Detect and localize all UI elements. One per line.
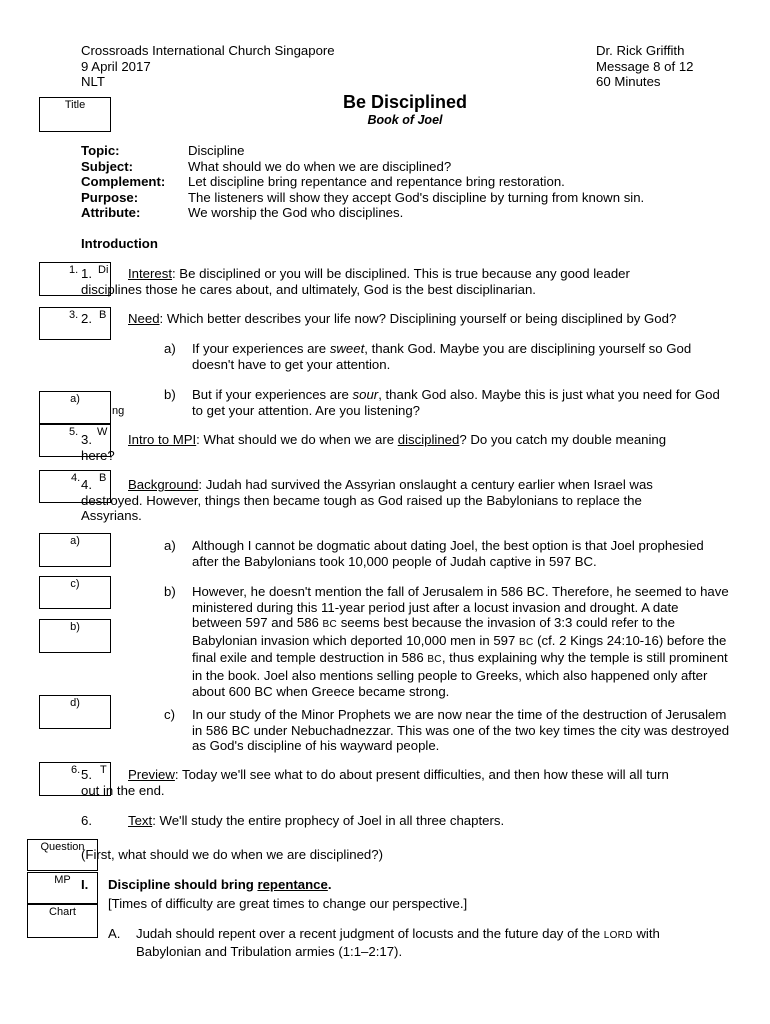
main-point-number: I. <box>81 877 89 892</box>
point-keyword: disciplined <box>397 432 460 447</box>
point-text: : Which better describes your life now? Disciplining yourself or being disciplined by God? <box>159 311 677 326</box>
margin-box-label: Chart <box>49 906 76 918</box>
subpoint-marker: c) <box>164 707 175 722</box>
meta-label-purpose: Purpose: <box>81 189 139 205</box>
margin-box-label: c) <box>70 578 80 590</box>
subpoint-text: , thank God also. Maybe this is just what you need for God to get your attention. Are you listening? <box>192 387 720 418</box>
subpoint-marker: a) <box>164 341 176 356</box>
margin-box-4c <box>39 576 111 609</box>
point-number: 3. <box>81 432 92 447</box>
box-number: 4. <box>71 472 81 484</box>
sermon-title: Be Disciplined <box>342 92 468 112</box>
speaker-name: Dr. Rick Griffith <box>596 43 685 58</box>
main-point-text: Discipline should bring <box>108 877 258 892</box>
point-label: Background <box>128 477 199 492</box>
point-label: Intro to MPI <box>128 432 197 447</box>
point-text: : We'll study the entire prophecy of Joel in all three chapters. <box>152 813 505 828</box>
point-number: 6. <box>81 813 92 828</box>
point-text: : Be disciplined or you will be disciplined. This is true because any good leader <box>171 266 630 281</box>
era-abbrev: BC <box>427 654 442 666</box>
subpoint-text: (cf. 2 Kings 24:10-16) before the final exile and temple destruction in 586 <box>192 632 727 666</box>
margin-box-label: Question <box>40 841 85 853</box>
church-name: Crossroads International Church Singapore <box>81 43 335 58</box>
subpoint-text: In our study of the Minor Prophets we are now near the time of the destruction of Jerusalem in 586 BC under Nebuchadnezzar. This was one of the two key times the city was destroyed as God's discipline of his wayward people. <box>192 707 730 754</box>
margin-box-4d <box>39 695 111 729</box>
margin-box-label: a) <box>70 393 80 405</box>
message-duration: 60 Minutes <box>596 74 661 90</box>
subpoint-text: Although I cannot be dogmatic about dating Joel, the best option is that Joel prophesied after the Babylonians took 10,000 people of Judah captive in 597 BC. <box>192 538 704 569</box>
subpoint-4a <box>164 538 729 569</box>
subpoint-emphasis: sweet <box>329 341 365 356</box>
point-label: Preview <box>128 767 175 782</box>
point-number: 5. <box>81 767 92 782</box>
main-point-keyword: repentance <box>257 877 328 892</box>
point-label: Interest <box>128 266 172 281</box>
subpoint-text: , thank God. Maybe you are disciplining yourself so God doesn't have to get your attention. <box>192 341 692 372</box>
subpoint-text: Judah should repent over a recent judgment of locusts and the future day of the <box>136 926 604 941</box>
meta-value-subject: What should we do when we are disciplined? <box>188 158 452 174</box>
meta-labels <box>81 143 165 221</box>
header-left <box>81 43 335 90</box>
margin-box-4b <box>39 619 111 653</box>
divine-name: LORD <box>603 930 633 941</box>
meta-value-purpose: The listeners will show they accept God's discipline by turning from known sin. <box>188 189 645 205</box>
main-subpoint-a <box>108 926 708 959</box>
box-fragment: B <box>99 472 107 484</box>
era-abbrev: BC <box>322 619 338 631</box>
box-number: 1. <box>69 264 79 276</box>
margin-box-label: b) <box>70 621 80 633</box>
point-text: : Today we'll see what to do about present difficulties, and then how these will all turn <box>174 767 669 782</box>
margin-box-2a <box>39 391 111 424</box>
meta-label-complement: Complement: <box>81 174 166 190</box>
point-text: : Judah had survived the Assyrian onslaught a century earlier when Israel was <box>198 477 653 492</box>
box-number: 5. <box>69 426 79 438</box>
margin-box-label: MP <box>54 874 71 886</box>
margin-box-chart <box>27 904 98 938</box>
point-text-cont: destroyed. However, things then became tough as God raised up the Babylonians to replace the <box>81 492 642 508</box>
subpoint-marker: b) <box>164 387 176 402</box>
subpoint-text: If your experiences are <box>192 341 330 356</box>
subpoint-marker: A. <box>108 926 121 941</box>
margin-box-label: d) <box>70 697 80 709</box>
header-right <box>596 43 694 90</box>
era-abbrev: BC <box>518 636 534 648</box>
point-label: Need <box>128 311 160 326</box>
intro-point-1 <box>81 266 731 297</box>
sermon-book: Book of Joel <box>367 113 443 127</box>
meta-label-topic: Topic: <box>81 143 120 158</box>
intro-point-5 <box>81 767 731 798</box>
bible-version: NLT <box>81 74 105 90</box>
point-text: : What should we do when we are <box>196 432 398 447</box>
box-fragment: Di <box>98 264 109 276</box>
subpoint-text: seems best because the invasion of 3:3 could refer to the Babylonian invasion which deported 10,000 men in 597 <box>192 615 675 648</box>
intro-heading: Introduction <box>81 236 158 251</box>
subpoint-text: However, he doesn't mention the fall of Jerusalem in 586 BC. Therefore, he seemed to have ministered during this 11-year period just after a locust invasion and drought. A date between 597 and 586 <box>192 584 729 631</box>
box-fragment: B <box>99 309 107 321</box>
point-text-cont: disciplines those he cares about, and ultimately, God is the best disciplinarian. <box>81 281 536 297</box>
intro-point-3 <box>81 432 731 463</box>
main-point-text: . <box>327 877 332 892</box>
subpoint-2a <box>164 341 729 372</box>
box-fragment: W <box>97 426 108 438</box>
point-text-cont: here? <box>81 447 115 463</box>
margin-box-label: Title <box>64 99 86 111</box>
subpoint-emphasis: sour <box>352 387 379 402</box>
box-number: 3. <box>69 309 79 321</box>
point-number: 1. <box>81 266 92 281</box>
message-number: Message 8 of 12 <box>596 58 694 74</box>
meta-label-subject: Subject: <box>81 158 134 174</box>
transition-question: (First, what should we do when we are disciplined?) <box>81 847 383 862</box>
subpoint-text: But if your experiences are <box>192 387 353 402</box>
meta-label-attribute: Attribute: <box>81 205 141 221</box>
margin-box-4a <box>39 533 111 567</box>
subpoint-text: with Babylonian and Tribulation armies (1:1–2:17). <box>136 926 660 959</box>
subpoint-4b <box>164 584 729 699</box>
margin-box-title <box>39 97 111 132</box>
point-text: ? Do you catch my double meaning <box>459 432 667 447</box>
subpoint-marker: a) <box>164 538 176 553</box>
meta-value-attribute: We worship the God who disciplines. <box>188 205 404 221</box>
intro-point-6 <box>81 813 731 829</box>
main-point-1 <box>81 877 332 893</box>
meta-value-topic: Discipline <box>188 143 245 158</box>
main-point-note: [Times of difficulty are great times to change our perspective.] <box>108 896 468 911</box>
subpoint-4c <box>164 707 729 754</box>
subpoint-2b <box>164 387 729 418</box>
point-label: Text <box>128 813 153 828</box>
intro-point-4 <box>81 477 731 524</box>
sermon-date: 9 April 2017 <box>81 58 151 74</box>
point-text-cont: Assyrians. <box>81 508 142 524</box>
subpoint-marker: b) <box>164 584 176 599</box>
point-text-cont: out in the end. <box>81 782 165 798</box>
box-fragment: ng <box>112 405 125 417</box>
box-fragment: T <box>100 764 107 776</box>
box-number: 6. <box>71 764 81 776</box>
meta-value-complement: Let discipline bring repentance and repentance bring restoration. <box>188 174 565 190</box>
point-number: 4. <box>81 477 92 492</box>
point-number: 2. <box>81 311 92 326</box>
meta-values <box>188 143 644 221</box>
subpoint-text: , thus explaining why the temple is still prominent in the book. Joel also mentions selling people to Greeks, which also happened only after about 600 BC when Greece became strong. <box>192 650 728 699</box>
margin-box-label: a) <box>70 535 80 547</box>
intro-point-2 <box>81 311 731 327</box>
